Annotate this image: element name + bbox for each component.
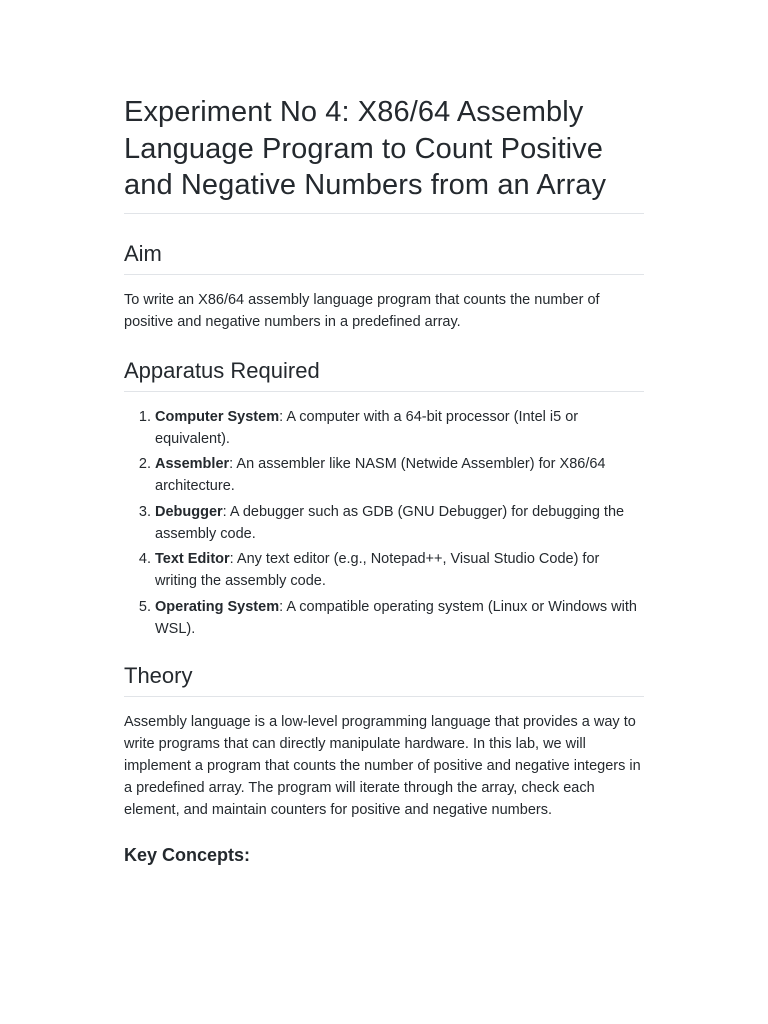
document-page — [124, 94, 644, 867]
apparatus-heading: Apparatus Required — [124, 357, 644, 392]
item-desc: : A computer with a 64-bit processor (Intel i5 or equivalent). — [155, 408, 579, 447]
item-term: Operating System — [155, 598, 280, 615]
apparatus-list — [124, 406, 644, 640]
item-term: Text Editor — [155, 551, 230, 567]
list-item — [155, 501, 644, 545]
theory-text: Assembly language is a low-level programming language that provides a way to write programs that can directly manipulate hardware. In this lab, we will implement a program that counts the number of positive and negative integers in a predefined array. The program will iterate through the array, check each element, and maintain counters for positive and negative numbers. — [124, 713, 641, 818]
item-desc: : A debugger such as GDB (GNU Debugger) for debugging the assembly code. — [155, 503, 625, 542]
list-item — [155, 453, 644, 497]
theory-heading: Theory — [124, 662, 644, 697]
item-desc: : A compatible operating system (Linux or Windows with WSL). — [155, 598, 637, 637]
list-item — [155, 596, 644, 640]
list-item — [155, 406, 644, 450]
item-term: Assembler — [155, 456, 230, 472]
list-item — [155, 548, 644, 592]
page-title: Experiment No 4: X86/64 Assembly Language Program to Count Positive and Negative Numbers from an Array — [124, 94, 644, 214]
key-concepts-heading: Key Concepts: — [124, 844, 251, 865]
item-term: Computer System — [155, 408, 280, 425]
item-term: Debugger — [155, 503, 223, 520]
aim-heading: Aim — [124, 240, 644, 275]
item-desc: : Any text editor (e.g., Notepad++, Visual Studio Code) for writing the assembly code. — [155, 551, 600, 589]
item-desc: : An assembler like NASM (Netwide Assembler) for X86/64 architecture. — [155, 456, 606, 494]
aim-text: To write an X86/64 assembly language program that counts the number of positive and negative numbers in a predefined array. — [124, 291, 600, 330]
